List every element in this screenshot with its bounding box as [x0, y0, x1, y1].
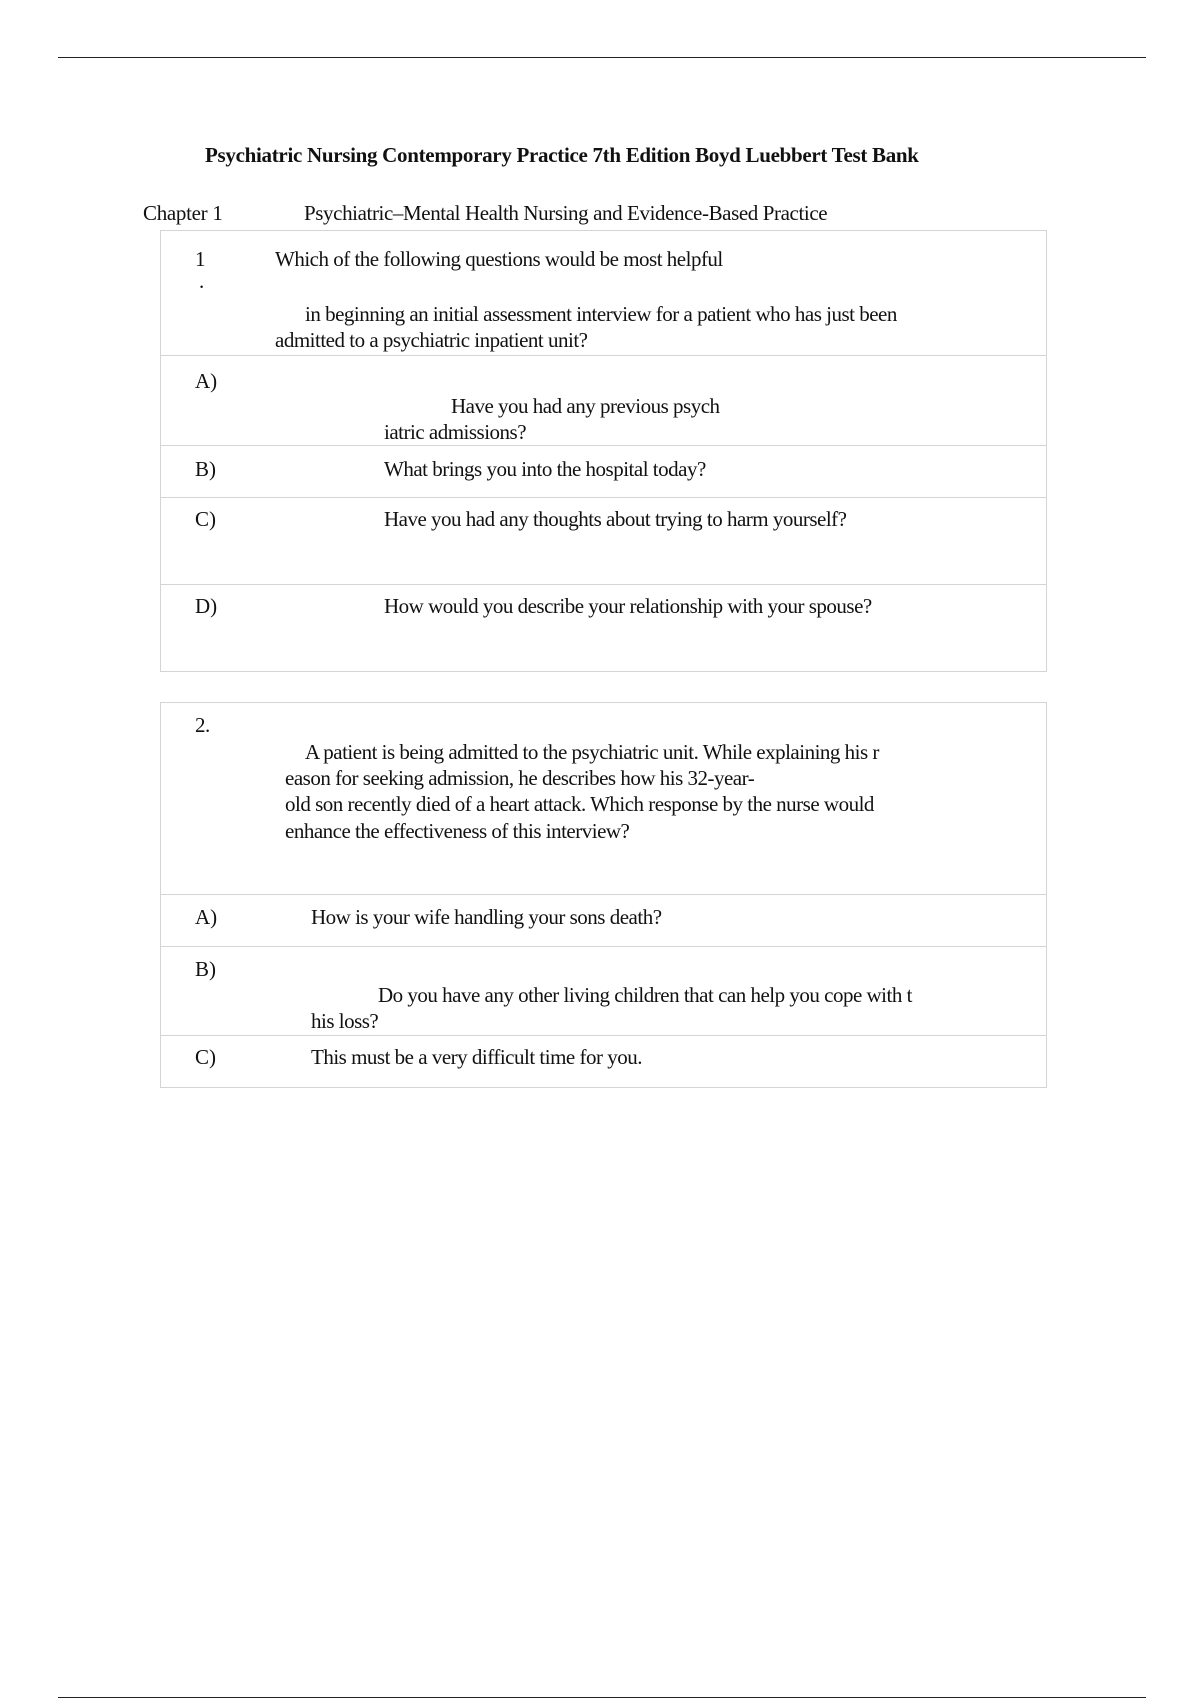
option-row-a: [161, 895, 1046, 947]
option-text: iatric admissions?: [384, 420, 527, 444]
question-stem-line: admitted to a psychiatric inpatient unit?: [275, 328, 588, 352]
question-stem-line: A patient is being admitted to the psychiatric unit. While explaining his r: [305, 740, 879, 764]
option-text: This must be a very difficult time for you.: [311, 1045, 642, 1069]
question-stem-line: enhance the effectiveness of this interview?: [285, 819, 630, 843]
question-stem-line: old son recently died of a heart attack. Which response by the nurse would: [285, 792, 874, 816]
option-label: A): [195, 905, 218, 929]
question-1-table: [160, 230, 1047, 672]
option-row-b: [161, 947, 1046, 1036]
option-text: his loss?: [311, 1009, 379, 1033]
option-text: How would you describe your relationship with your spouse?: [384, 594, 872, 618]
option-row-d: [161, 585, 1046, 671]
option-label: B): [195, 957, 216, 981]
question-stem-line: in beginning an initial assessment interview for a patient who has just been: [305, 302, 897, 326]
option-label: A): [195, 369, 218, 393]
option-text: How is your wife handling your sons death?: [311, 905, 662, 929]
option-row-a: [161, 356, 1046, 446]
option-label: B): [195, 457, 216, 481]
document-title: Psychiatric Nursing Contemporary Practice 7th Edition Boyd Luebbert Test Bank: [205, 143, 919, 167]
option-row-b: [161, 446, 1046, 498]
question-number: 2.: [195, 713, 210, 737]
option-label: C): [195, 1045, 216, 1069]
top-rule: [58, 57, 1146, 58]
question-stem-line: eason for seeking admission, he describes how his 32-year-: [285, 766, 755, 790]
option-row-c: [161, 498, 1046, 585]
chapter-title: Psychiatric–Mental Health Nursing and Evidence-Based Practice: [304, 201, 828, 225]
option-text: What brings you into the hospital today?: [384, 457, 706, 481]
bottom-rule: [58, 1697, 1146, 1698]
option-row-c: [161, 1036, 1046, 1087]
chapter-label: Chapter 1: [143, 201, 223, 225]
question-stem-line: Which of the following questions would be most helpful: [275, 247, 723, 271]
option-label: C): [195, 507, 216, 531]
question-2-table: [160, 702, 1047, 1088]
question-1-stem-row: [161, 231, 1046, 356]
option-text: Do you have any other living children that can help you cope with t: [378, 983, 912, 1007]
question-number: 1: [195, 247, 205, 271]
option-text: Have you had any thoughts about trying to harm yourself?: [384, 507, 847, 531]
option-text: Have you had any previous psych: [451, 394, 720, 418]
question-2-stem-row: [161, 703, 1046, 895]
option-label: D): [195, 594, 218, 618]
question-number-dot: .: [199, 269, 204, 293]
